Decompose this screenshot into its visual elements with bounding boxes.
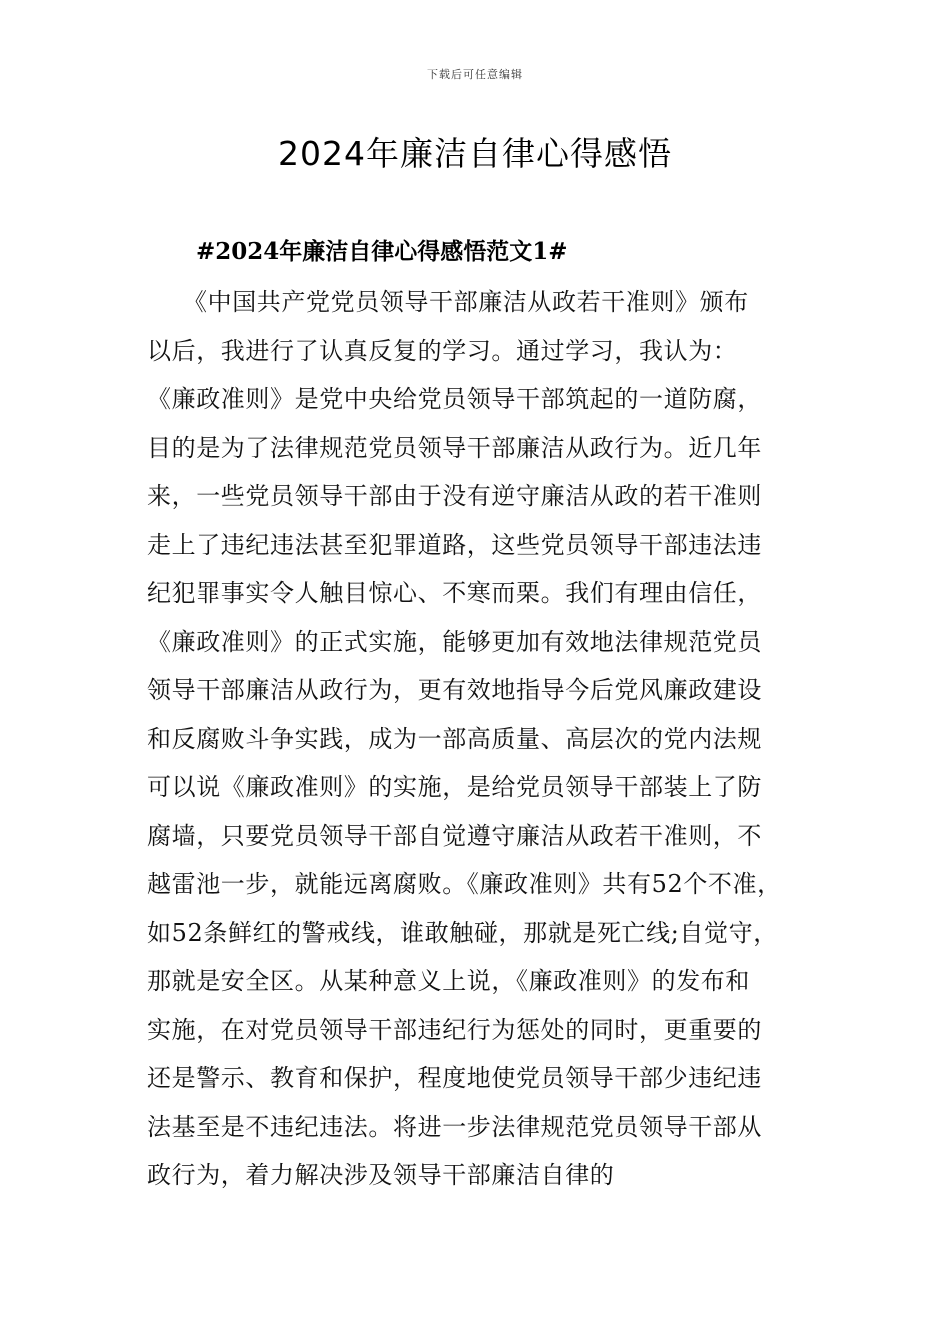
document-title: 2024年廉洁自律心得感悟 [278,134,672,173]
body-line: 实施，在对党员领导干部违纪行为惩处的同时，更重要的 [147,1015,762,1044]
body-line: 政行为，着力解决涉及领导干部廉洁自律的 [147,1161,615,1189]
body-line: 《中国共产党党员领导干部廉洁从政若干准则》颁布 [183,288,749,316]
body-line: 纪犯罪事实令人触目惊心、不寒而栗。我们有理由信任， [147,579,762,607]
body-line: 《廉政准则》是党中央给党员领导干部筑起的一道防腐， [147,385,762,413]
section-heading: #2024年廉洁自律心得感悟范文1# [196,238,568,265]
body-line: 那就是安全区。从某种意义上说，《廉政准则》的发布和 [147,967,750,995]
body-line: 如52条鲜红的警戒线，谁敢触碰，那就是死亡线;自觉守， [147,918,778,947]
body-line: 来，一些党员领导干部由于没有逆守廉洁从政的若干准则 [147,482,762,510]
body-line: 目的是为了法律规范党员领导干部廉洁从政行为。近几年 [147,433,762,462]
body-line: 越雷池一步，就能远离腐败。《廉政准则》共有52个不准， [147,870,782,898]
body-line: 领导干部廉洁从政行为，更有效地指导今后党风廉政建设 [147,676,762,704]
body-line: 可以说《廉政准则》的实施，是给党员领导干部装上了防 [147,773,762,801]
body-paragraph [147,278,847,1200]
body-line: 法基至是不违纪违法。将进一步法律规范党员领导干部从 [147,1112,762,1141]
body-line: 还是警示、教育和保护，程度地使党员领导干部少违纪违 [147,1064,762,1092]
body-line: 腐墙，只要党员领导干部自觉遵守廉洁从政若干准则，不 [147,821,762,850]
body-line: 和反腐败斗争实践，成为一部高质量、高层次的党内法规 [147,724,762,753]
body-line: 走上了违纪违法甚至犯罪道路，这些党员领导干部违法违 [147,530,762,559]
body-line: 《廉政准则》的正式实施，能够更加有效地法律规范党员 [147,627,762,656]
body-line: 以后，我进行了认真反复的学习。通过学习，我认为： [147,336,738,365]
download-note: 下载后可任意编辑 [427,68,523,81]
